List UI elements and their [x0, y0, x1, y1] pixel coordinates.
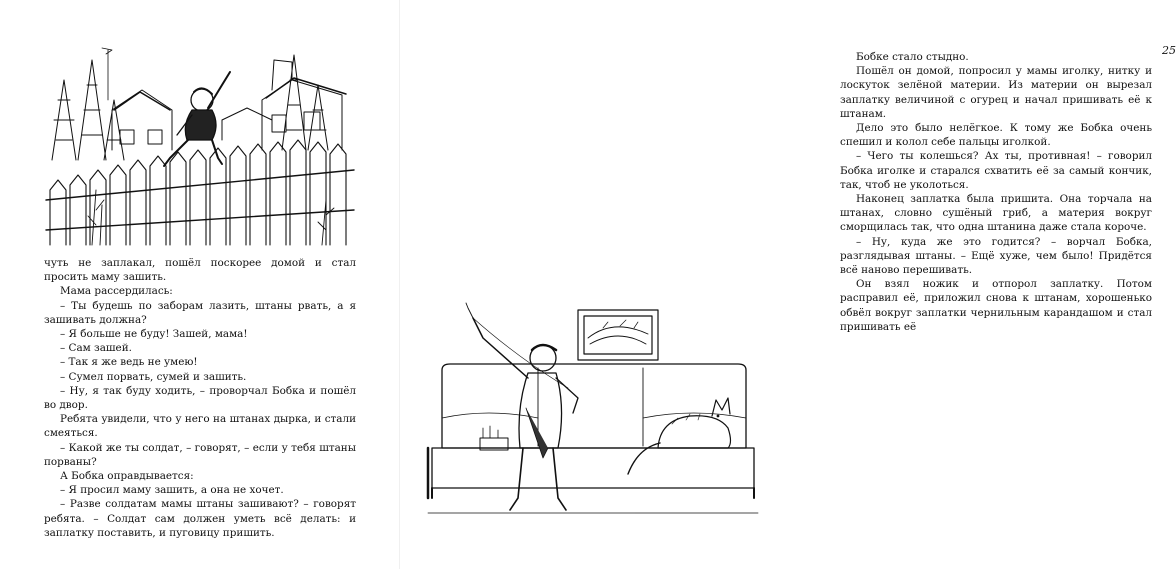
right-page: [400, 0, 1176, 569]
page-number: 25: [1162, 44, 1176, 57]
left-page: [0, 0, 400, 569]
boy-figure: [466, 303, 578, 510]
paragraph: – Сам зашей.: [60, 342, 132, 355]
wall-picture-icon: [578, 310, 658, 360]
left-page-text: [44, 256, 356, 540]
sewing-box: [480, 426, 508, 450]
paragraph: Дело это было нелёгкое. К тому же Бобка очень спешил и колол себе пальцы иголкой.: [840, 122, 1152, 149]
paragraph: – Ну, куда же это годится? – ворчал Бобка, разглядывая штаны. – Ещё хуже, чем было! Придётся всё наново перешивать.: [840, 235, 1152, 277]
right-page-text: [840, 50, 1152, 334]
paragraph: – Так я же ведь не умею!: [60, 356, 198, 369]
paragraph: Бобке стало стыдно.: [856, 51, 969, 63]
paragraph: А Бобка оправдывается:: [60, 470, 194, 483]
sofa: [428, 364, 754, 498]
paragraph: Ребята увидели, что у него на штанах дырка, и стали смеяться.: [44, 413, 356, 440]
boy-sewing-on-sofa-with-cat-illustration: [428, 298, 758, 533]
tree-icon: [52, 55, 328, 160]
paragraph: – Сумел порвать, сумей и зашить.: [60, 370, 247, 383]
paragraph: – Какой же ты солдат, – говорят, – если у тебя штаны порваны?: [44, 441, 356, 468]
paragraph: чуть не заплакал, пошёл поскорее домой и стал просить маму зашить.: [44, 257, 356, 284]
paragraph: Он взял ножик и отпорол заплатку. Потом расправил её, приложил снова к штанам, хорошенько обвёл вокруг заплатки чернильным карандашом и стал пришивать её: [840, 278, 1152, 333]
paragraph: Наконец заплатка была пришита. Она торчала на штанах, словно сушёный гриб, а материя вокруг сморщилась так, что одна штанина даже стала короче.: [840, 193, 1152, 234]
paragraph: – Я просил маму зашить, а она не хочет.: [60, 484, 284, 497]
boy-climbing-fence-illustration: [42, 40, 358, 250]
paragraph: – Ну, я так буду ходить, – проворчал Бобка и пошёл во двор.: [44, 384, 356, 412]
paragraph: – Ты будешь по заборам лазить, штаны рвать, а я зашивать должна?: [44, 299, 356, 326]
paragraph: Пошёл он домой, попросил у мамы иголку, нитку и лоскуток зелёной материи. Из материи он вырезал заплатку величиной с огурец и начал пришивать её к штанам.: [840, 65, 1152, 120]
paragraph: – Чего ты колешься? Ах ты, противная! – говорил Бобка иголке и старался схватить её за самый кончик, так, чтоб не уколоться.: [840, 150, 1152, 191]
paragraph: – Я больше не буду! Зашей, мама!: [60, 328, 248, 341]
paragraph: Мама рассердилась:: [60, 285, 173, 298]
paragraph: – Разве солдатам мамы штаны зашивают? – говорят ребята. – Солдат сам должен уметь всё делать: и заплатку поставить, и пуговицу пришить.: [44, 498, 356, 539]
